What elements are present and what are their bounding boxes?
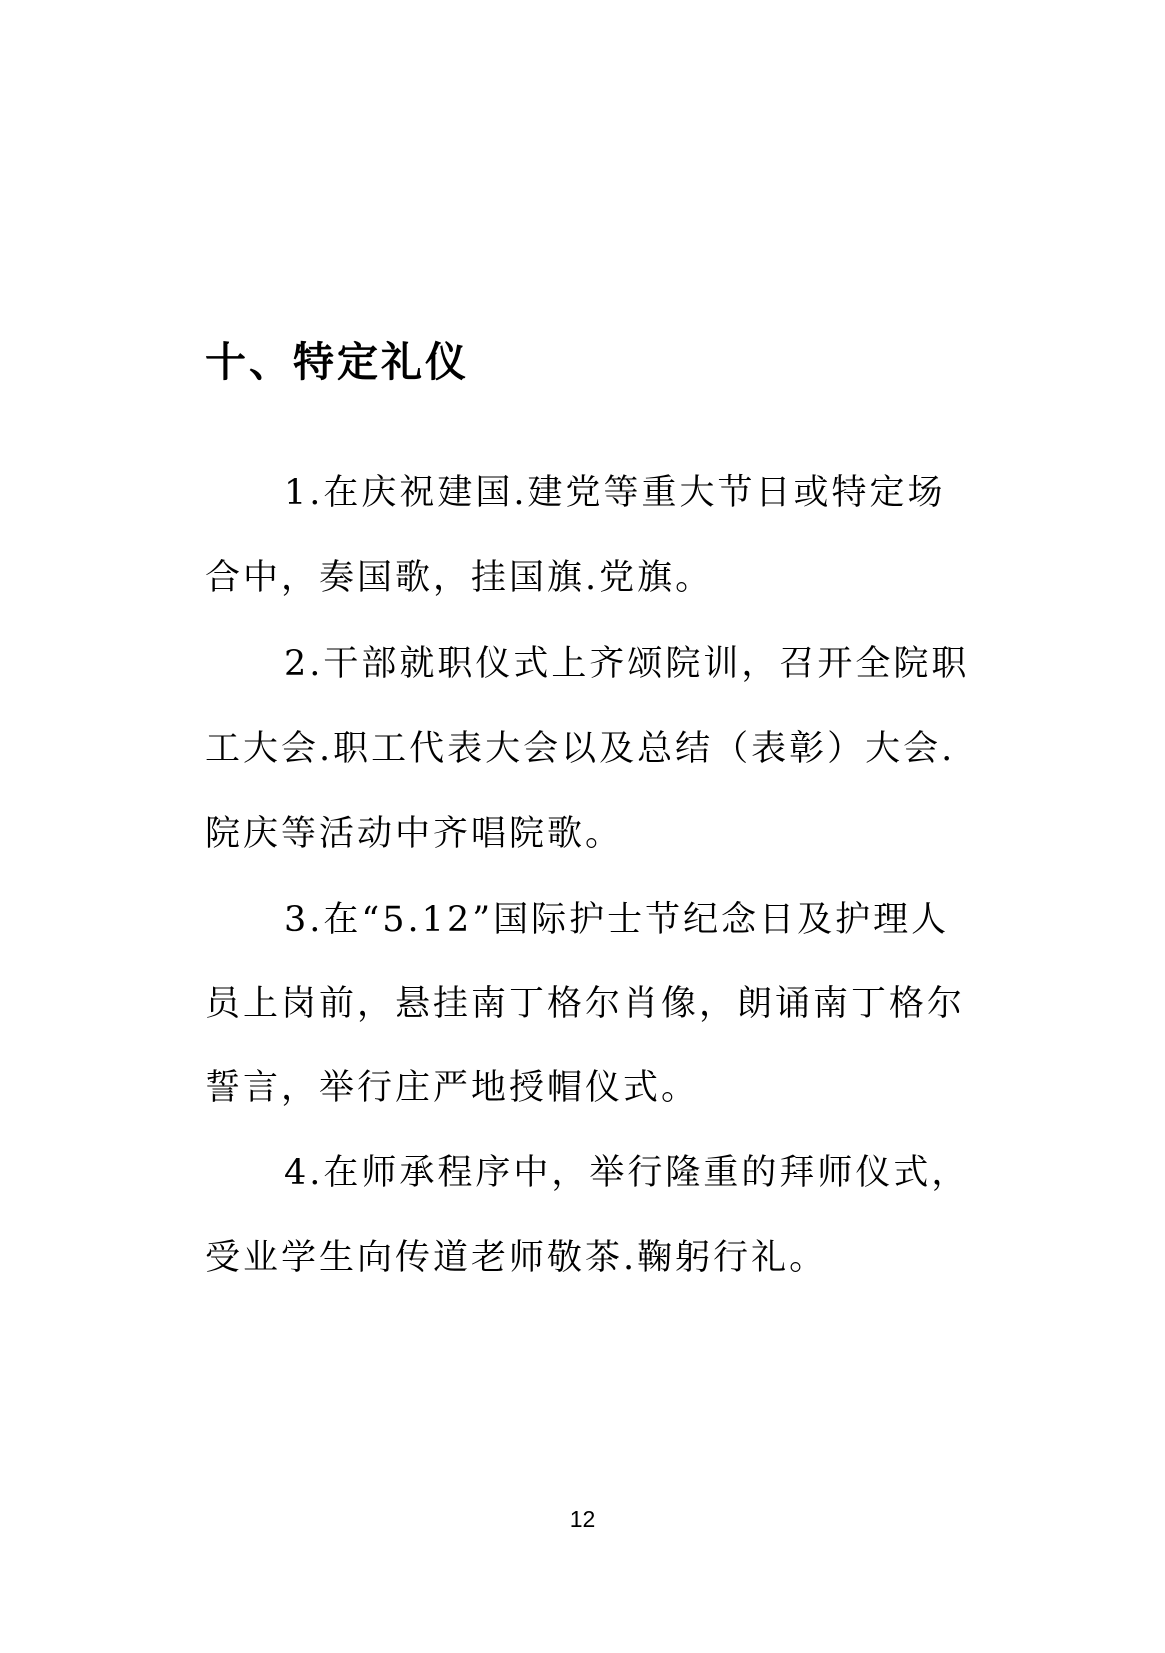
paragraph-3-line-3: 誓言，举行庄严地授帽仪式。 — [205, 1068, 700, 1108]
paragraph-4-line-1: 4.在师承程序中，举行隆重的拜师仪式， — [284, 1153, 970, 1193]
paragraph-1-line-2: 合中，奏国歌，挂国旗.党旗。 — [205, 558, 714, 598]
paragraph-2-line-1: 2.干部就职仪式上齐颂院训，召开全院职 — [284, 644, 970, 684]
section-heading: 十、特定礼仪 — [205, 338, 469, 386]
paragraph-3-line-2: 员上岗前，悬挂南丁格尔肖像，朗诵南丁格尔 — [205, 984, 966, 1024]
paragraph-2-line-2: 工大会.职工代表大会以及总结（表彰）大会. — [205, 729, 956, 769]
page-number: 12 — [569, 1506, 596, 1532]
paragraph-1-line-1: 1.在庆祝建国.建党等重大节日或特定场 — [284, 473, 946, 513]
paragraph-2-line-3: 院庆等活动中齐唱院歌。 — [205, 814, 624, 854]
paragraph-3-line-1: 3.在“5.12”国际护士节纪念日及护理人 — [284, 900, 950, 940]
paragraph-4-line-2: 受业学生向传道老师敬茶.鞠躬行礼。 — [205, 1238, 828, 1278]
